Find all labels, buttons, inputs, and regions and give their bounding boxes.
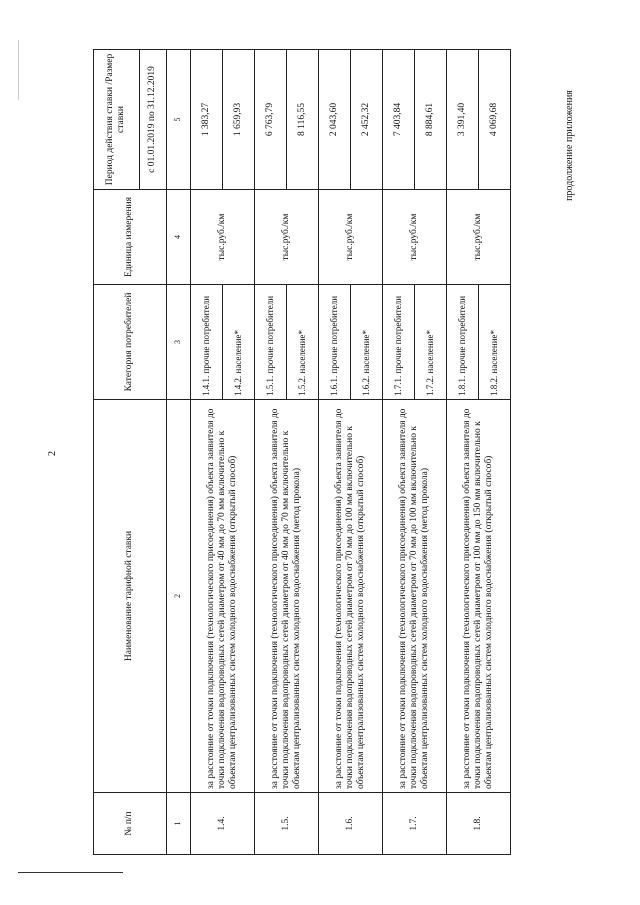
row-number: 1.7.	[382, 793, 446, 855]
tariff-name: за расстояние от точки подключения (технологического присоединения) объекта заявителя до точки подключения водопроводных сетей диаметром от 70 мм до 100 мм включительно к объектам централизованных систем холодного водоснабжения (метод прокола)	[382, 400, 446, 793]
column-index-row	[166, 50, 190, 855]
consumer-category: 1.5.1. прочие потребители	[254, 285, 286, 400]
unit-of-measure: тыс.руб./км	[382, 190, 446, 285]
consumer-category: 1.7.1. прочие потребители	[382, 285, 414, 400]
consumer-category: 1.6.1. прочие потребители	[318, 285, 350, 400]
row-number: 1.5.	[254, 793, 318, 855]
row-number: 1.6.	[318, 793, 382, 855]
header-num: № п/п	[94, 793, 167, 855]
rate-value: 8 116,55	[286, 50, 318, 190]
rate-value: 2 043,60	[318, 50, 350, 190]
scan-edge-mark	[18, 40, 19, 100]
header-unit: Единица измерения	[94, 190, 167, 285]
header-category: Категория потребителей	[94, 285, 167, 400]
rate-value: 6 763,79	[254, 50, 286, 190]
rotated-table-container	[93, 50, 511, 855]
table-row	[446, 50, 478, 855]
tariff-table-body	[94, 50, 511, 855]
tariff-name: за расстояние от точки подключения (технологического присоединения) объекта заявителя до точки подключения водопроводных сетей диаметром от 40 мм до 70 мм включительно к объектам централизованных систем холодного водоснабжения (метод прокола)	[254, 400, 318, 793]
consumer-category: 1.4.2. население*	[222, 285, 254, 400]
footer-rule	[18, 872, 123, 873]
rate-value: 1 659,93	[222, 50, 254, 190]
column-index: 1	[166, 793, 190, 855]
tariff-name: за расстояние от точки подключения (технологического присоединения) объекта заявителя до точки подключения водопроводных сетей диаметром от 40 мм до 70 мм включительно к объектам централизованных систем холодного водоснабжения (открытый способ)	[190, 400, 254, 793]
column-index: 3	[166, 285, 190, 400]
table-row	[382, 50, 414, 855]
tariff-table	[93, 49, 511, 855]
consumer-category: 1.8.1. прочие потребители	[446, 285, 478, 400]
unit-of-measure: тыс.руб./км	[254, 190, 318, 285]
rate-value: 1 383,27	[190, 50, 222, 190]
header-name: Наименование тарифной ставки	[94, 400, 167, 793]
header-row	[94, 50, 140, 855]
table-row	[318, 50, 350, 855]
consumer-category: 1.6.2. население*	[350, 285, 382, 400]
rate-value: 3 391,40	[446, 50, 478, 190]
rate-value: 8 884,61	[414, 50, 446, 190]
rate-value: 2 452,32	[350, 50, 382, 190]
consumer-category: 1.8.2. население*	[478, 285, 510, 400]
page-number: 2	[47, 451, 58, 456]
tariff-name: за расстояние от точки подключения (технологического присоединения) объекта заявителя до точки подключения водопроводных сетей диаметром от 100 мм до 150 мм включительно к объектам централизованных систем холодного водоснабжения (открытый способ)	[446, 400, 510, 793]
unit-of-measure: тыс.руб./км	[190, 190, 254, 285]
table-row	[254, 50, 286, 855]
row-number: 1.4.	[190, 793, 254, 855]
column-index: 2	[166, 400, 190, 793]
table-row	[190, 50, 222, 855]
column-index: 5	[166, 50, 190, 190]
column-index: 4	[166, 190, 190, 285]
consumer-category: 1.5.2. население*	[286, 285, 318, 400]
header-period: Период действия ставки /Размер ставки	[94, 50, 140, 190]
header-period-dates: с 01.01.2019 по 31.12.2019	[139, 50, 166, 190]
consumer-category: 1.4.1. прочие потребители	[190, 285, 222, 400]
tariff-name: за расстояние от точки подключения (технологического присоединения) объекта заявителя до точки подключения водопроводных сетей диаметром от 70 мм до 100 мм включительно к объектам централизованных систем холодного водоснабжения (открытый способ)	[318, 400, 382, 793]
unit-of-measure: тыс.руб./км	[318, 190, 382, 285]
rate-value: 7 403,84	[382, 50, 414, 190]
rate-value: 4 069,68	[478, 50, 510, 190]
consumer-category: 1.7.2. население*	[414, 285, 446, 400]
row-number: 1.8.	[446, 793, 510, 855]
appendix-continuation-note: продолжение приложения	[563, 90, 575, 201]
unit-of-measure: тыс.руб./км	[446, 190, 510, 285]
